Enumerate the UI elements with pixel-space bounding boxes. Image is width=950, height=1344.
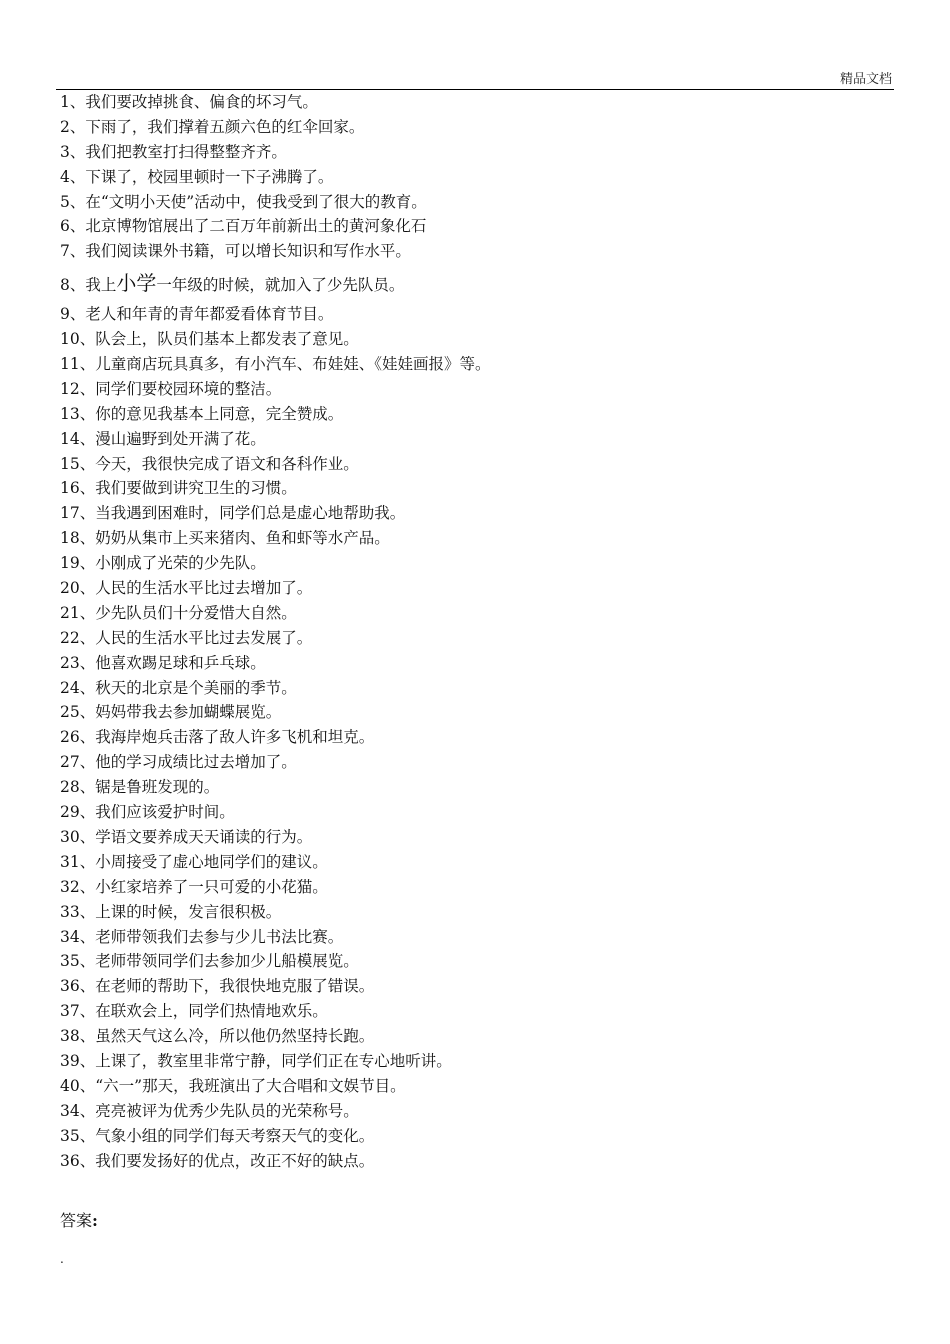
sentence-item: 11、儿童商店玩具真多，有小汽车、布娃娃、《娃娃画报》等。 <box>60 355 491 374</box>
sentence-item: 32、小红家培养了一只可爱的小花猫。 <box>60 877 328 896</box>
answer-colon: : <box>92 1211 98 1230</box>
answer-label-text: 答案 <box>60 1211 93 1230</box>
sentence-item: 21、少先队员们十分爱惜大自然。 <box>60 603 297 622</box>
header-title: 精品文档 <box>839 72 892 87</box>
sentence-item: 24、秋天的北京是个美丽的季节。 <box>60 678 297 697</box>
sentence-item: 7、我们阅读课外书籍，可以增长知识和写作水平。 <box>60 242 411 261</box>
sentence-item: 22、人民的生活水平比过去发展了。 <box>60 628 313 647</box>
sentence-item: 33、上课的时候，发言很积极。 <box>60 902 282 921</box>
sentence-item: 18、奶奶从集市上买来猪肉、鱼和虾等水产品。 <box>60 529 390 548</box>
sentence-item: 20、人民的生活水平比过去增加了。 <box>60 579 313 598</box>
sentence-item: 6、北京博物馆展出了二百万年前新出土的黄河象化石 <box>60 217 427 236</box>
sentence-item: 9、老人和年青的青年都爱看体育节目。 <box>60 305 334 324</box>
sentence-item <box>60 264 490 302</box>
sentence-item: 19、小刚成了光荣的少先队。 <box>60 554 266 573</box>
sentence-item: 26、我海岸炮兵击落了敌人许多飞机和坦克。 <box>60 728 375 747</box>
sentence-item: 40、“六一”那天，我班演出了大合唱和文娱节目。 <box>60 1076 406 1095</box>
sentence-item: 38、虽然天气这么冷，所以他仍然坚持长跑。 <box>60 1027 375 1046</box>
sentence-item: 15、今天，我很快完成了语文和各科作业。 <box>60 454 359 473</box>
sentence-item: 23、他喜欢踢足球和乒乓球。 <box>60 653 266 672</box>
sentence-item: 17、当我遇到困难时，同学们总是虚心地帮助我。 <box>60 504 406 523</box>
sentence-item: 28、锯是鲁班发现的。 <box>60 778 220 797</box>
sentence-item: 30、学语文要养成天天诵读的行为。 <box>60 827 313 846</box>
sentence-item: 1、我们要改掉挑食、偏食的坏习气。 <box>60 93 318 111</box>
answer-label <box>60 1209 98 1233</box>
sentence-item: 36、在老师的帮助下，我很快地克服了错误。 <box>60 977 375 996</box>
sentence-item: 37、在联欢会上，同学们热情地欢乐。 <box>60 1002 328 1021</box>
sentence-item: 12、同学们要校园环境的整洁。 <box>60 379 282 398</box>
sentence-item: 29、我们应该爱护时间。 <box>60 803 235 822</box>
sentence-item: 13、你的意见我基本上同意，完全赞成。 <box>60 404 344 423</box>
sentence-big-text: 小学 <box>116 271 157 296</box>
footer-mark: . <box>60 1252 64 1266</box>
sentence-item: 34、亮亮被评为优秀少先队员的光荣称号。 <box>60 1101 359 1120</box>
sentence-item: 27、他的学习成绩比过去增加了。 <box>60 753 297 772</box>
sentence-item: 31、小周接受了虚心地同学们的建议。 <box>60 852 328 871</box>
sentence-item: 5、在“文明小天使”活动中，使我受到了很大的教育。 <box>60 192 427 211</box>
sentence-item: 10、队会上，队员们基本上都发表了意见。 <box>60 330 359 349</box>
sentence-after-text: 一年级的时候，就加入了少先队员。 <box>156 276 405 295</box>
sentence-item: 16、我们要做到讲究卫生的习惯。 <box>60 479 297 498</box>
sentence-before-text: 8、我上 <box>60 276 117 295</box>
sentence-item: 39、上课了，教室里非常宁静，同学们正在专心地听讲。 <box>60 1051 452 1070</box>
sentence-item: 14、漫山遍野到处开满了花。 <box>60 429 266 448</box>
sentence-list <box>60 90 490 1173</box>
sentence-item: 34、老师带领我们去参与少儿书法比赛。 <box>60 927 344 946</box>
sentence-item: 35、老师带领同学们去参加少儿船模展览。 <box>60 952 359 971</box>
sentence-item: 2、下雨了，我们撑着五颜六色的红伞回家。 <box>60 117 365 136</box>
sentence-item: 25、妈妈带我去参加蝴蝶展览。 <box>60 703 282 722</box>
sentence-item: 36、我们要发扬好的优点，改正不好的缺点。 <box>60 1151 375 1170</box>
sentence-item: 3、我们把教室打扫得整整齐齐。 <box>60 142 287 161</box>
sentence-item: 4、下课了，校园里顿时一下子沸腾了。 <box>60 167 334 186</box>
sentence-item: 35、气象小组的同学们每天考察天气的变化。 <box>60 1126 375 1145</box>
